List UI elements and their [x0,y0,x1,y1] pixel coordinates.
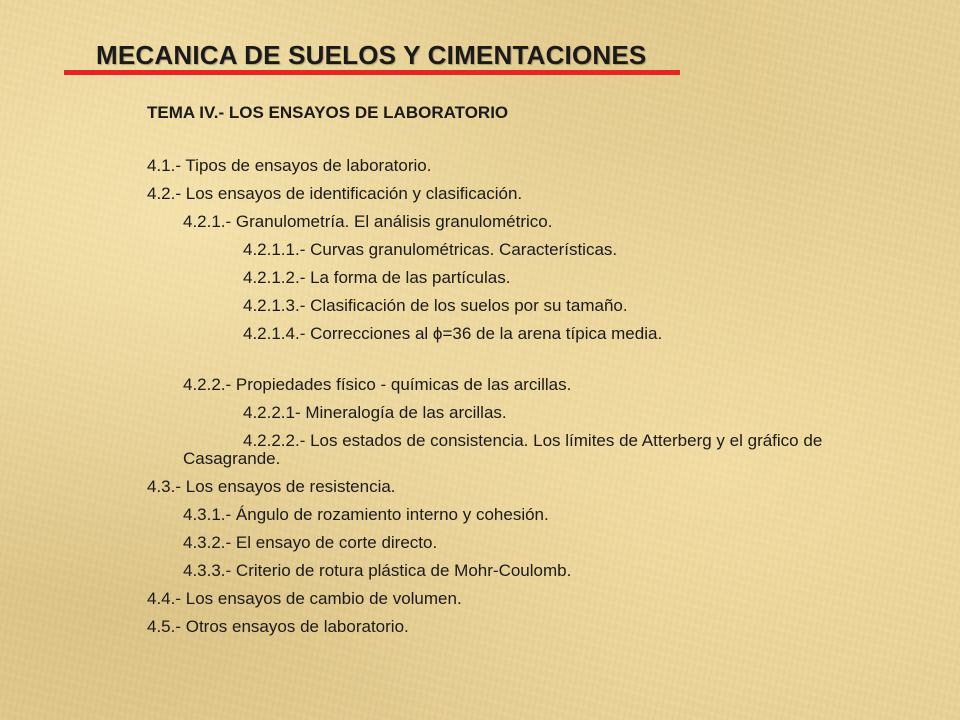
outline-item: 4.5.- Otros ensayos de laboratorio. [147,617,409,636]
outline-item-text: 4.2.2.2.- Los estados de consistencia. Los límites de Atterberg y el gráfico de Casagrande. [183,431,823,468]
outline-item: 4.3.1.- Ángulo de rozamiento interno y cohesión. [183,505,549,524]
slide-title: MECANICA DE SUELOS Y CIMENTACIONES [96,40,647,70]
outline-item: 4.2.1.- Granulometría. El análisis granulométrico. [183,212,553,231]
title-underline [64,70,680,75]
outline-item: 4.2.2.1- Mineralogía de las arcillas. [243,403,507,422]
outline-item: 4.2.1.4.- Correcciones al ϕ=36 de la arena típica media. [243,324,663,343]
outline [147,99,847,641]
outline-item: 4.2.2.- Propiedades físico - químicas de las arcillas. [183,375,572,394]
outline-item: 4.3.- Los ensayos de resistencia. [147,477,396,496]
outline-item: 4.3.2.- El ensayo de corte directo. [183,533,438,552]
outline-item: 4.2.1.2.- La forma de las partículas. [243,268,511,287]
outline-item: 4.1.- Tipos de ensayos de laboratorio. [147,156,432,175]
outline-item: 4.2.1.1.- Curvas granulométricas. Características. [243,240,618,259]
outline-item: 4.3.3.- Criterio de rotura plástica de Mohr-Coulomb. [183,561,572,580]
outline-item: 4.4.- Los ensayos de cambio de volumen. [147,589,462,608]
outline-item: 4.2.- Los ensayos de identificación y clasificación. [147,184,523,203]
outline-item: 4.2.1.3.- Clasificación de los suelos por su tamaño. [243,296,628,315]
section-heading: TEMA IV.- LOS ENSAYOS DE LABORATORIO [147,103,509,122]
outline-item-wrapped [147,427,847,473]
